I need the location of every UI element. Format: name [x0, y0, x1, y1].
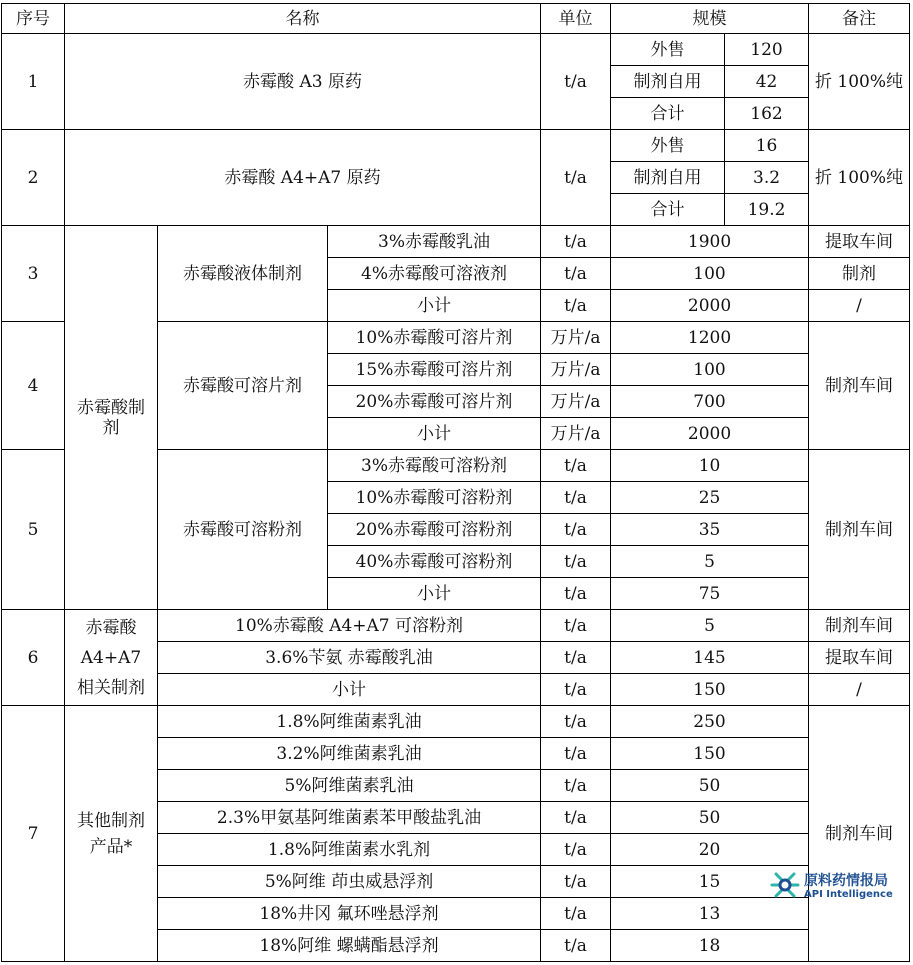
note-cell: 制剂车间 — [809, 706, 910, 962]
product-name: 10%赤霉酸可溶片剂 — [328, 322, 541, 354]
header-note: 备注 — [809, 4, 910, 34]
scale-label: 合计 — [611, 194, 725, 226]
group-cell: 赤霉酸制剂 — [65, 226, 158, 610]
unit-cell: t/a — [541, 546, 611, 578]
unit-cell: t/a — [541, 834, 611, 866]
product-name: 5%阿维 茚虫威悬浮剂 — [158, 866, 541, 898]
scale-value: 2000 — [611, 290, 809, 322]
scale-value: 150 — [611, 674, 809, 706]
product-name: 3%赤霉酸乳油 — [328, 226, 541, 258]
scale-value: 25 — [611, 482, 809, 514]
seq-cell: 6 — [2, 610, 65, 706]
unit-cell: t/a — [541, 34, 611, 130]
unit-cell: t/a — [541, 578, 611, 610]
header-scale: 规模 — [611, 4, 809, 34]
scale-value: 1900 — [611, 226, 809, 258]
product-name: 20%赤霉酸可溶片剂 — [328, 386, 541, 418]
unit-cell: 万片/a — [541, 418, 611, 450]
group-cell: 其他制剂产品* — [65, 706, 158, 962]
seq-cell: 4 — [2, 322, 65, 450]
scale-value: 700 — [611, 386, 809, 418]
product-name: 4%赤霉酸可溶液剂 — [328, 258, 541, 290]
scale-label: 制剂自用 — [611, 162, 725, 194]
unit-cell: 万片/a — [541, 386, 611, 418]
scale-value: 15 — [611, 866, 809, 898]
note-cell: 制剂车间 — [809, 322, 910, 450]
scale-value: 100 — [611, 354, 809, 386]
unit-cell: t/a — [541, 866, 611, 898]
unit-cell: t/a — [541, 706, 611, 738]
unit-cell: t/a — [541, 770, 611, 802]
scale-value: 10 — [611, 450, 809, 482]
scale-label: 外售 — [611, 34, 725, 66]
table-row — [2, 610, 910, 642]
scale-value: 100 — [611, 258, 809, 290]
unit-cell: t/a — [541, 514, 611, 546]
note-cell: 提取车间 — [809, 226, 910, 258]
product-name: 小计 — [328, 418, 541, 450]
note-cell: 折 100%纯 — [809, 130, 910, 226]
unit-cell: t/a — [541, 610, 611, 642]
product-name: 18%井冈 氟环唑悬浮剂 — [158, 898, 541, 930]
unit-cell: t/a — [541, 930, 611, 962]
unit-cell: t/a — [541, 130, 611, 226]
product-name: 小计 — [328, 290, 541, 322]
scale-value: 3.2 — [725, 162, 809, 194]
note-cell: 折 100%纯 — [809, 34, 910, 130]
category-cell: 赤霉酸液体制剂 — [158, 226, 328, 322]
unit-cell: t/a — [541, 258, 611, 290]
header-name: 名称 — [65, 4, 541, 34]
scale-value: 75 — [611, 578, 809, 610]
unit-cell: t/a — [541, 802, 611, 834]
unit-cell: t/a — [541, 898, 611, 930]
note-cell: / — [809, 290, 910, 322]
product-name: 10%赤霉酸可溶粉剂 — [328, 482, 541, 514]
scale-value: 42 — [725, 66, 809, 98]
scale-value: 13 — [611, 898, 809, 930]
scale-value: 2000 — [611, 418, 809, 450]
category-cell: 赤霉酸可溶粉剂 — [158, 450, 328, 610]
product-name: 赤霉酸 A3 原药 — [65, 34, 541, 130]
scale-value: 1200 — [611, 322, 809, 354]
table-row — [2, 130, 910, 162]
table-row — [2, 34, 910, 66]
product-name: 3.6%苄氨 赤霉酸乳油 — [158, 642, 541, 674]
product-name: 1.8%阿维菌素水乳剂 — [158, 834, 541, 866]
seq-cell: 7 — [2, 706, 65, 962]
unit-cell: 万片/a — [541, 354, 611, 386]
category-cell: 赤霉酸可溶片剂 — [158, 322, 328, 450]
scale-value: 150 — [611, 738, 809, 770]
product-name: 小计 — [328, 578, 541, 610]
header-unit: 单位 — [541, 4, 611, 34]
watermark-title: 原料药情报局 — [804, 873, 888, 889]
product-name: 5%阿维菌素乳油 — [158, 770, 541, 802]
note-cell: 制剂车间 — [809, 610, 910, 642]
unit-cell: t/a — [541, 290, 611, 322]
scale-value: 5 — [611, 546, 809, 578]
seq-cell: 2 — [2, 130, 65, 226]
unit-cell: t/a — [541, 450, 611, 482]
product-name: 3%赤霉酸可溶粉剂 — [328, 450, 541, 482]
product-name: 3.2%阿维菌素乳油 — [158, 738, 541, 770]
scale-label: 合计 — [611, 98, 725, 130]
scale-value: 16 — [725, 130, 809, 162]
scale-value: 120 — [725, 34, 809, 66]
scale-value: 20 — [611, 834, 809, 866]
product-name: 10%赤霉酸 A4+A7 可溶粉剂 — [158, 610, 541, 642]
scale-value: 18 — [611, 930, 809, 962]
note-cell: 制剂 — [809, 258, 910, 290]
product-name: 40%赤霉酸可溶粉剂 — [328, 546, 541, 578]
product-name: 15%赤霉酸可溶片剂 — [328, 354, 541, 386]
scale-value: 35 — [611, 514, 809, 546]
product-name: 18%阿维 螺螨酯悬浮剂 — [158, 930, 541, 962]
scale-value: 50 — [611, 802, 809, 834]
product-name: 1.8%阿维菌素乳油 — [158, 706, 541, 738]
watermark — [768, 866, 908, 906]
unit-cell: t/a — [541, 738, 611, 770]
scale-value: 50 — [611, 770, 809, 802]
note-cell: 制剂车间 — [809, 450, 910, 610]
header-row — [2, 4, 910, 34]
scale-value: 250 — [611, 706, 809, 738]
table-row — [2, 706, 910, 738]
unit-cell: t/a — [541, 226, 611, 258]
note-cell: 提取车间 — [809, 642, 910, 674]
unit-cell: t/a — [541, 674, 611, 706]
scale-label: 制剂自用 — [611, 66, 725, 98]
scale-value: 19.2 — [725, 194, 809, 226]
scale-value: 162 — [725, 98, 809, 130]
seq-cell: 5 — [2, 450, 65, 610]
unit-cell: t/a — [541, 642, 611, 674]
table-row — [2, 226, 910, 258]
seq-cell: 1 — [2, 34, 65, 130]
product-name: 小计 — [158, 674, 541, 706]
product-name: 2.3%甲氨基阿维菌素苯甲酸盐乳油 — [158, 802, 541, 834]
seq-cell: 3 — [2, 226, 65, 322]
scale-label: 外售 — [611, 130, 725, 162]
unit-cell: 万片/a — [541, 322, 611, 354]
watermark-subtitle: API Intelligence — [804, 889, 893, 900]
product-name: 赤霉酸 A4+A7 原药 — [65, 130, 541, 226]
group-cell: 赤霉酸 A4+A7 相关制剂 — [65, 610, 158, 706]
note-cell: / — [809, 674, 910, 706]
product-name: 20%赤霉酸可溶粉剂 — [328, 514, 541, 546]
unit-cell: t/a — [541, 482, 611, 514]
header-seq: 序号 — [2, 4, 65, 34]
scale-value: 145 — [611, 642, 809, 674]
scale-value: 5 — [611, 610, 809, 642]
production-scale-table — [1, 3, 910, 962]
molecule-logo-icon — [768, 868, 802, 902]
